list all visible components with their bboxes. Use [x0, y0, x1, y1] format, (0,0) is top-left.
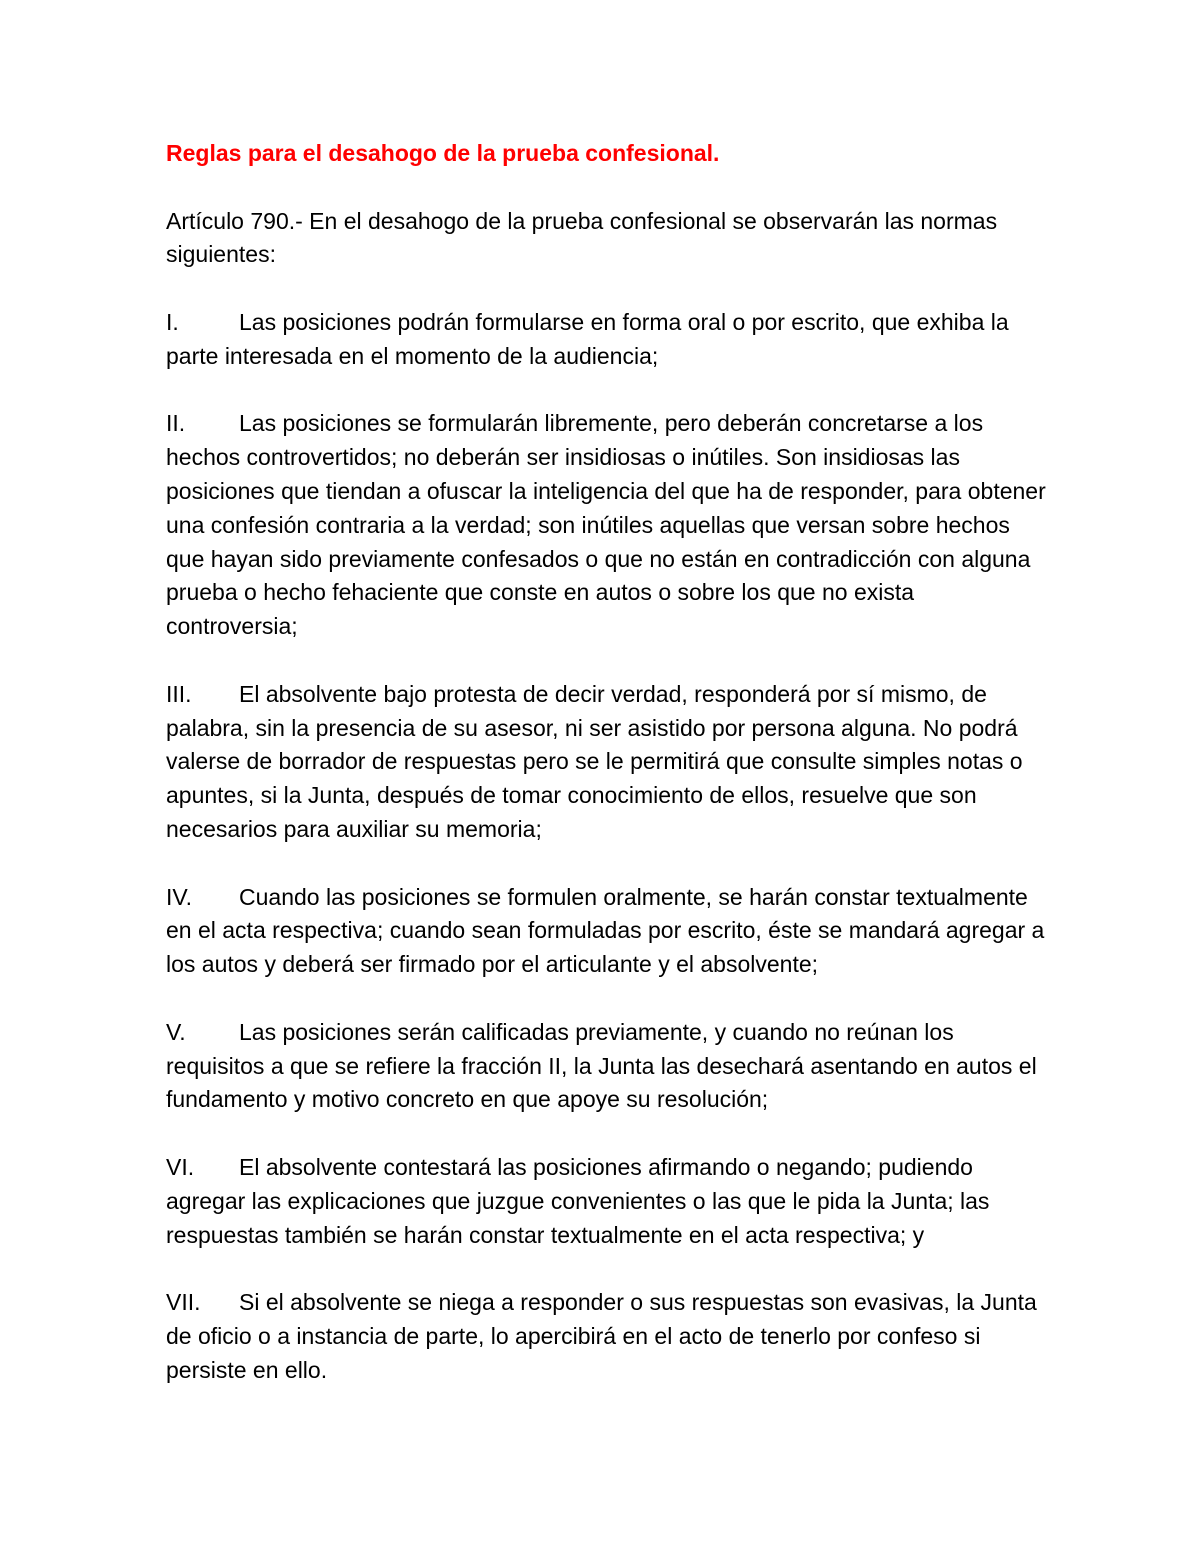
item-text: El absolvente bajo protesta de decir verdad, responderá por sí mismo, de palabra, sin la presencia de su asesor, ni ser asistido por persona alguna. No podrá valerse de borrador de respuestas pero se le permitirá que consulte simples notas o apuntes, si la Junta, después de tomar conocimiento de ellos, resuelve que son necesarios para auxiliar su memoria;: [166, 680, 1023, 842]
document-title: Reglas para el desahogo de la prueba confesional.: [166, 140, 720, 166]
list-item: [166, 1016, 1046, 1117]
list-item: [166, 678, 1046, 847]
list-item: [166, 407, 1046, 644]
list-item: [166, 1286, 1046, 1387]
item-numeral: IV.: [166, 883, 193, 910]
item-text: Si el absolvente se niega a responder o sus respuestas son evasivas, la Junta de oficio o a instancia de parte, lo apercibirá en el acto de tenerlo por confeso si persiste en ello.: [166, 1289, 1037, 1383]
item-text: Las posiciones serán calificadas previamente, y cuando no reúnan los requisitos a que se refiere la fracción II, la Junta las desechará asentando en autos el fundamento y motivo concreto en que apoye su resolución;: [166, 1018, 1037, 1113]
article-intro: Artículo 790.- En el desahogo de la prueba confesional se observarán las normas siguientes:: [166, 207, 998, 268]
item-numeral: I.: [166, 308, 179, 335]
item-text: El absolvente contestará las posiciones afirmando o negando; pudiendo agregar las explicaciones que juzgue convenientes o las que le pida la Junta; las respuestas también se harán constar textualmente en el acta respectiva; y: [166, 1153, 990, 1248]
list-item: [166, 306, 1046, 374]
item-numeral: V.: [166, 1018, 186, 1045]
item-numeral: III.: [166, 680, 192, 707]
item-text: Cuando las posiciones se formulen oralmente, se harán constar textualmente en el acta respectiva; cuando sean formuladas por escrito, éste se mandará agregar a los autos y deberá ser firmado por el articulante y el absolvente;: [166, 883, 1045, 978]
item-text: Las posiciones se formularán libremente, pero deberán concretarse a los hechos controvertidos; no deberán ser insidiosas o inútiles. Son insidiosas las posiciones que tiendan a ofuscar la inteligencia del que ha de responder, para obtener una confesión contraria a la verdad; son inútiles aquellas que versan sobre hechos que hayan sido previamente confesados o que no están en contradicción con alguna prueba o hecho fehaciente que conste en autos o sobre los que no exista controversia;: [166, 410, 1046, 640]
item-text: Las posiciones podrán formularse en forma oral o por escrito, que exhiba la parte interesada en el momento de la audiencia;: [166, 308, 1009, 369]
list-item: [166, 881, 1046, 982]
item-numeral: II.: [166, 410, 186, 437]
item-numeral: VII.: [166, 1289, 201, 1316]
document-body: [166, 137, 1046, 1387]
list-item: [166, 1151, 1046, 1252]
item-numeral: VI.: [166, 1153, 195, 1180]
